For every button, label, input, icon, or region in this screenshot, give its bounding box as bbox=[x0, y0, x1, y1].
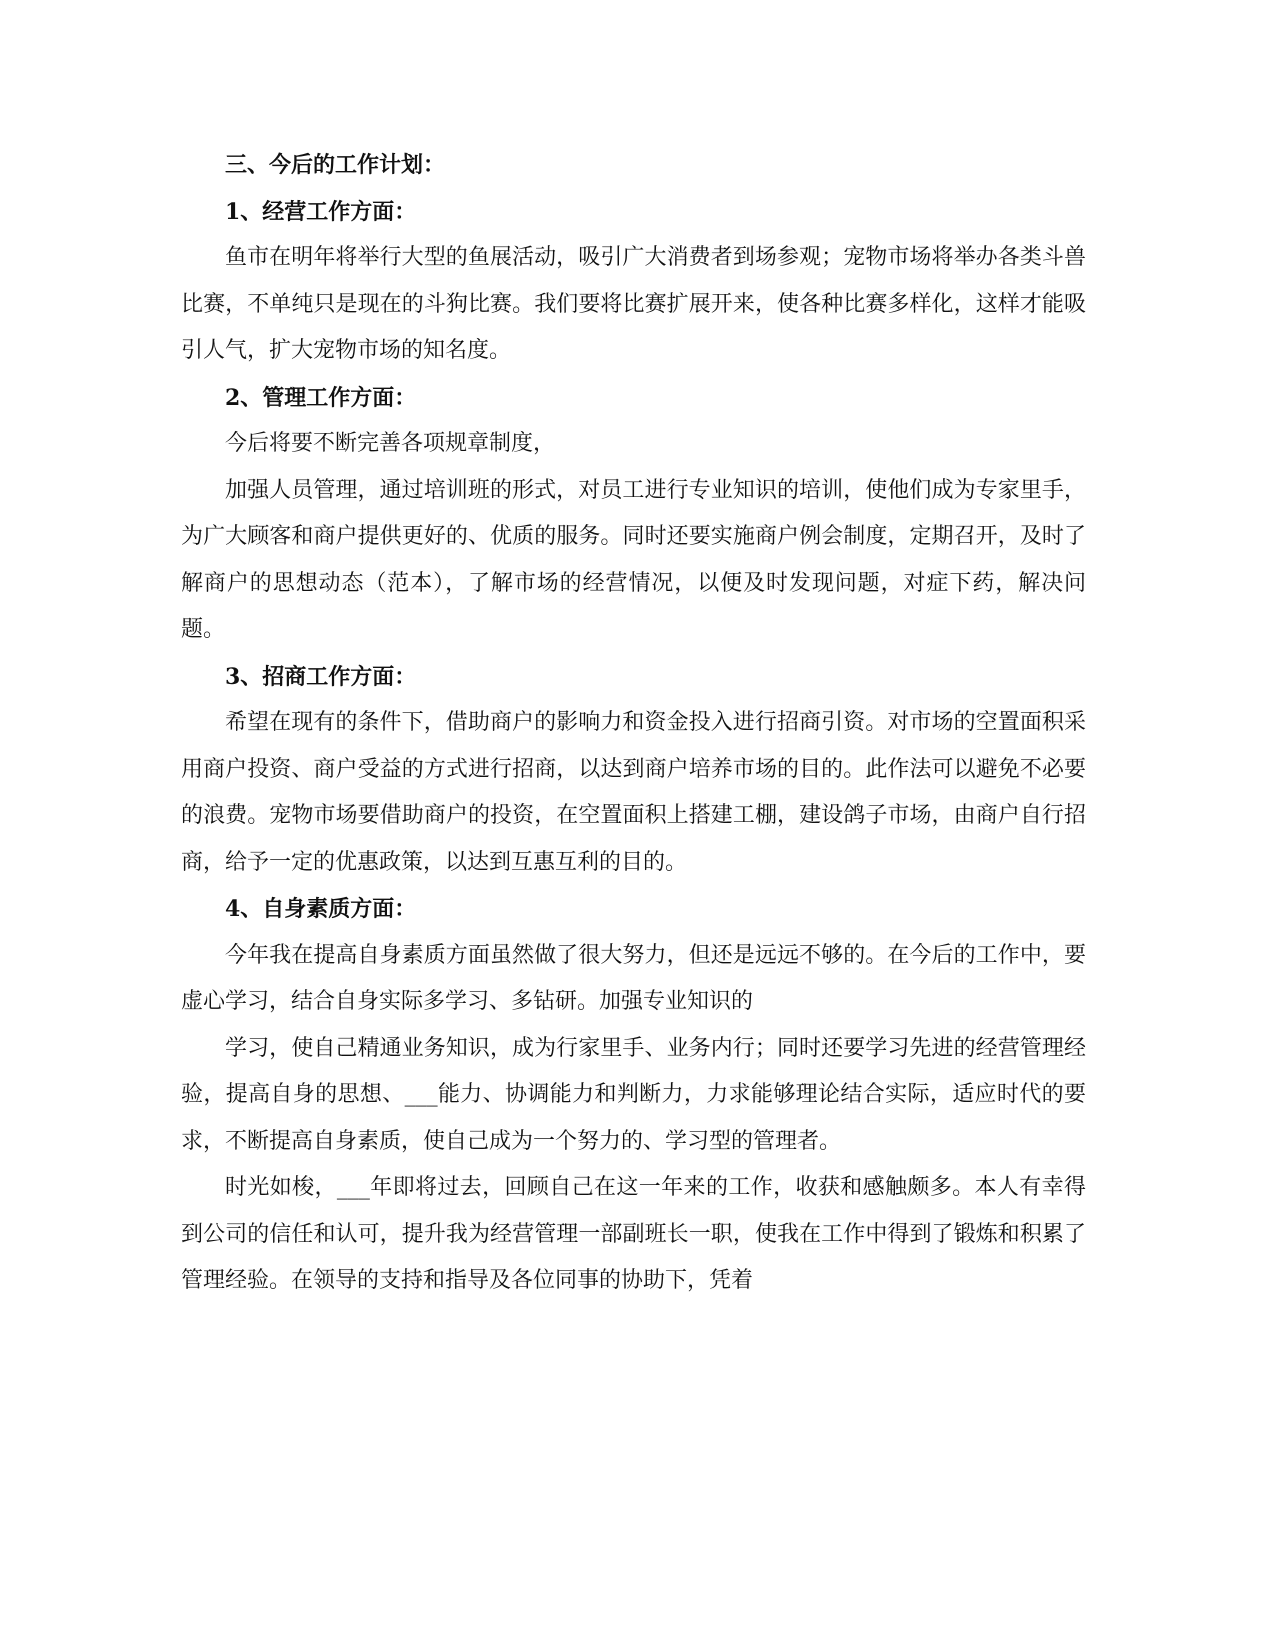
subsection-heading: 1、经营工作方面： bbox=[225, 198, 417, 225]
subsection-heading: 3、招商工作方面： bbox=[225, 663, 417, 690]
subsection-heading: 4、自身素质方面： bbox=[225, 896, 417, 922]
body-paragraph: 加强人员管理，通过培训班的形式，对员工进行专业知识的培训，使他们成为专家里手，为广大顾客和商户提供更好的、优质的服务。同时还要实施商户例会制度，定期召开，及时了解商户的思想动态（范本），了解市场的经营情况，以便及时发现问题，对症下药，解决问题。 bbox=[181, 477, 1086, 642]
body-paragraph: 时光如梭，___年即将过去，回顾自己在这一年来的工作，收获和感触颇多。本人有幸得到公司的信任和认可，提升我为经营管理一部副班长一职，使我在工作中得到了锻炼和积累了管理经验。在领导的支持和指导及各位同事的协助下，凭着 bbox=[181, 1175, 1086, 1293]
body-paragraph: 希望在现有的条件下，借助商户的影响力和资金投入进行招商引资。对市场的空置面积采用商户投资、商户受益的方式进行招商，以达到商户培养市场的目的。此作法可以避免不必要的浪费。宠物市场要借助商户的投资，在空置面积上搭建工棚，建设鸽子市场，由商户自行招商，给予一定的优惠政策，以达到互惠互利的目的。 bbox=[181, 710, 1086, 875]
subsection-heading: 2、管理工作方面： bbox=[225, 384, 417, 411]
body-paragraph: 学习，使自己精通业务知识，成为行家里手、业务内行；同时还要学习先进的经营管理经验，提高自身的思想、___能力、协调能力和判断力，力求能够理论结合实际，适应时代的要求，不断提高自身素质，使自己成为一个努力的、学习型的管理者。 bbox=[181, 1035, 1086, 1154]
document-body bbox=[181, 142, 1086, 1305]
body-paragraph: 今后将要不断完善各项规章制度， bbox=[225, 431, 556, 456]
section-heading: 三、今后的工作计划： bbox=[225, 152, 446, 178]
body-paragraph: 鱼市在明年将举行大型的鱼展活动，吸引广大消费者到场参观；宠物市场将举办各类斗兽比赛，不单纯只是现在的斗狗比赛。我们要将比赛扩展开来，使各种比赛多样化，这样才能吸引人气，扩大宠物市场的知名度。 bbox=[181, 245, 1086, 363]
body-paragraph: 今年我在提高自身素质方面虽然做了很大努力，但还是远远不够的。在今后的工作中，要虚心学习，结合自身实际多学习、多钻研。加强专业知识的 bbox=[181, 942, 1086, 1014]
